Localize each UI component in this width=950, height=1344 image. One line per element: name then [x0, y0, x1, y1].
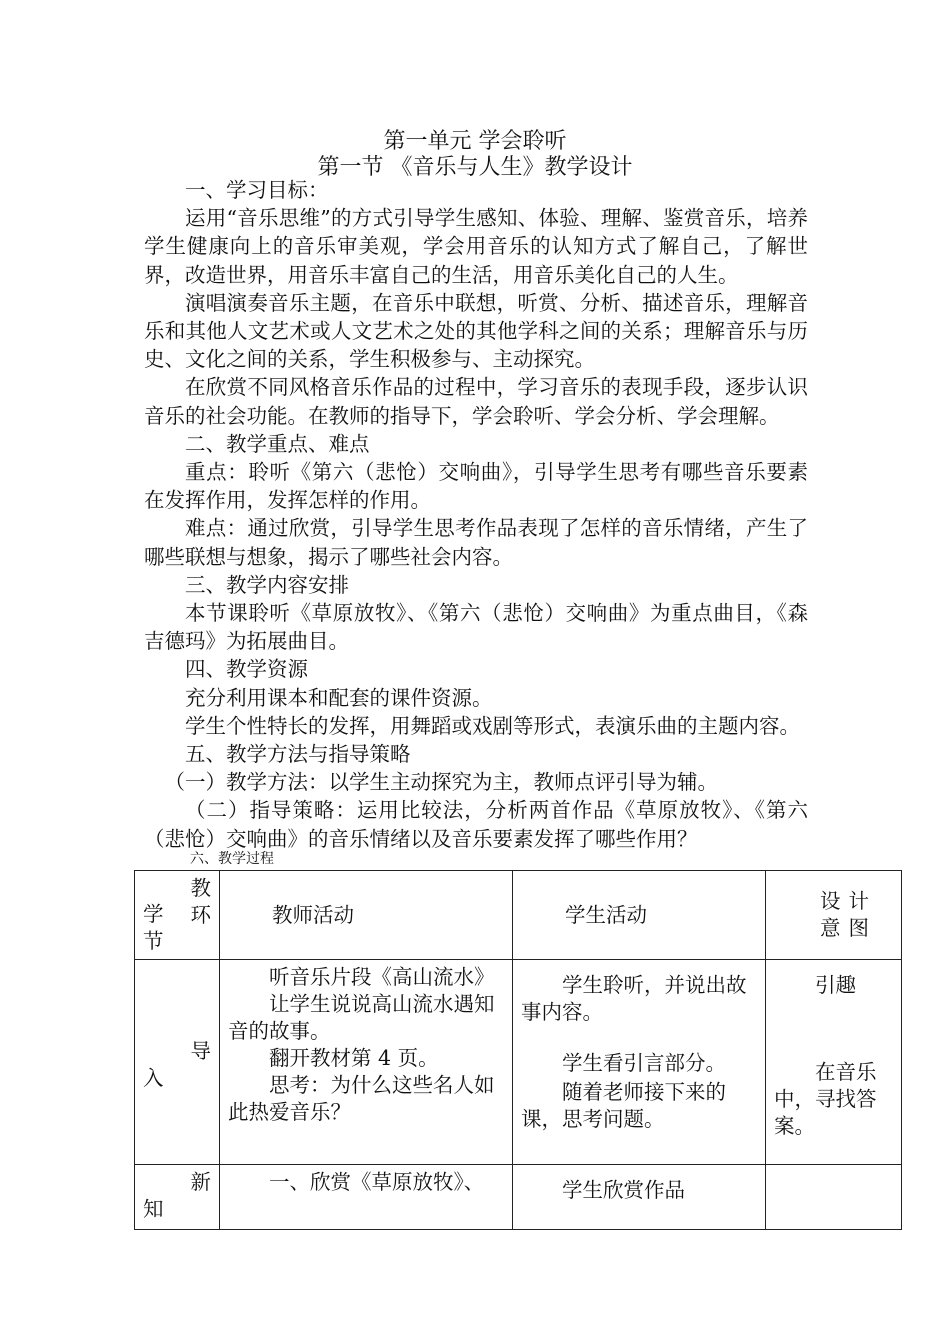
- student-activity: 学生看引言部分。: [562, 1051, 726, 1075]
- design-intent: 在音乐中，寻找答案。: [774, 1060, 877, 1138]
- teaching-process-table: [134, 870, 902, 1230]
- stage-text-b: 知: [143, 1197, 164, 1221]
- stage-text-a: 导: [190, 1039, 211, 1063]
- student-activity: 学生欣赏作品: [562, 1178, 685, 1202]
- header-stage-bottom: 节: [143, 929, 164, 953]
- section-heading-content: 三、教学内容安排: [185, 572, 349, 597]
- stage-text-a: 新: [190, 1170, 211, 1194]
- lesson-title: 第一节 《音乐与人生》教学设计: [317, 155, 633, 180]
- header-design: 设计意图: [766, 871, 902, 960]
- unit-title: 第一单元 学会聆听: [383, 129, 567, 154]
- header-teacher: 教师活动: [220, 871, 513, 960]
- design-intent-cell: [766, 960, 902, 1165]
- paragraph: 充分利用课本和配套的课件资源。: [185, 685, 493, 710]
- paragraph: 学生个性特长的发挥，用舞蹈或戏剧等形式，表演乐曲的主题内容。: [185, 713, 800, 738]
- stage-cell: [135, 1165, 220, 1230]
- paragraph: （二）指导策略：运用比较法，分析两首作品《草原放牧》、《第六（悲怆）交响曲》的音乐情绪以及音乐要素发挥了哪些作用？: [144, 798, 808, 851]
- teacher-activity: 一、欣赏《草原放牧》、: [269, 1170, 485, 1194]
- section-heading-key-points: 二、教学重点、难点: [185, 431, 370, 456]
- student-activity: 随着老师接下来的课，思考问题。: [521, 1080, 726, 1131]
- teacher-activity: 思考：为什么这些名人如此热爱音乐？: [228, 1073, 495, 1124]
- paragraph: 在欣赏不同风格音乐作品的过程中，学习音乐的表现手段，逐步认识音乐的社会功能。在教师的指导下，学会聆听、学会分析、学会理解。: [144, 375, 808, 428]
- section-heading-objectives: 一、学习目标：: [185, 178, 329, 202]
- section-heading-resources: 四、教学资源: [185, 657, 308, 682]
- student-activity: 学生聆听，并说出故事内容。: [521, 973, 747, 1024]
- header-stage-top: 教环: [190, 876, 211, 927]
- paragraph: 运用“音乐思维”的方式引导学生感知、体验、理解、鉴赏音乐，培养学生健康向上的音乐审美观，学会用音乐的认知方式了解自己，了解世界，改造世界，用音乐丰富自己的生活，用音乐美化自己的人生。: [144, 206, 808, 287]
- section-heading-methods: 五、教学方法与指导策略: [185, 742, 411, 767]
- teacher-activity: 翻开教材第 4 页。: [269, 1046, 439, 1070]
- section-heading-process: 六、教学过程: [190, 851, 274, 867]
- paragraph: 重点：聆听《第六（悲怆）交响曲》，引导学生思考有哪些音乐要素在发挥作用，发挥怎样的作用。: [144, 460, 808, 513]
- table-header-row: [135, 871, 902, 960]
- header-stage-cell: [135, 871, 220, 960]
- student-activity-cell: [513, 960, 766, 1165]
- paragraph: （一）教学方法：以学生主动探究为主，教师点评引导为辅。: [164, 770, 718, 795]
- design-intent: 引趣: [815, 973, 856, 997]
- teacher-activity: 听音乐片段《高山流水》: [269, 965, 495, 989]
- teacher-activity-cell: [220, 960, 513, 1165]
- paragraph: 演唱演奏音乐主题，在音乐中联想，听赏、分析、描述音乐，理解音乐和其他人文艺术或人文艺术之处的其他学科之间的关系；理解音乐与历史、文化之间的关系，学生积极参与、主动探究。: [144, 290, 808, 372]
- table-row: [135, 960, 902, 1165]
- paragraph: 本节课聆听《草原放牧》、《第六（悲怆）交响曲》为重点曲目，《森吉德玛》为拓展曲目。: [144, 601, 808, 654]
- paragraph: 难点：通过欣赏，引导学生思考作品表现了怎样的音乐情绪，产生了哪些联想与想象，揭示了哪些社会内容。: [144, 516, 808, 569]
- header-stage-left: 学: [143, 902, 164, 926]
- table-row: [135, 1165, 902, 1230]
- student-activity-cell: [513, 1165, 766, 1230]
- design-intent-cell: [766, 1165, 902, 1230]
- teacher-activity: 让学生说说高山流水遇知音的故事。: [228, 992, 495, 1043]
- teacher-activity-cell: [220, 1165, 513, 1230]
- stage-text-b: 入: [143, 1066, 164, 1090]
- document-body: [144, 176, 808, 853]
- stage-cell: [135, 960, 220, 1165]
- header-student: 学生活动: [513, 871, 766, 960]
